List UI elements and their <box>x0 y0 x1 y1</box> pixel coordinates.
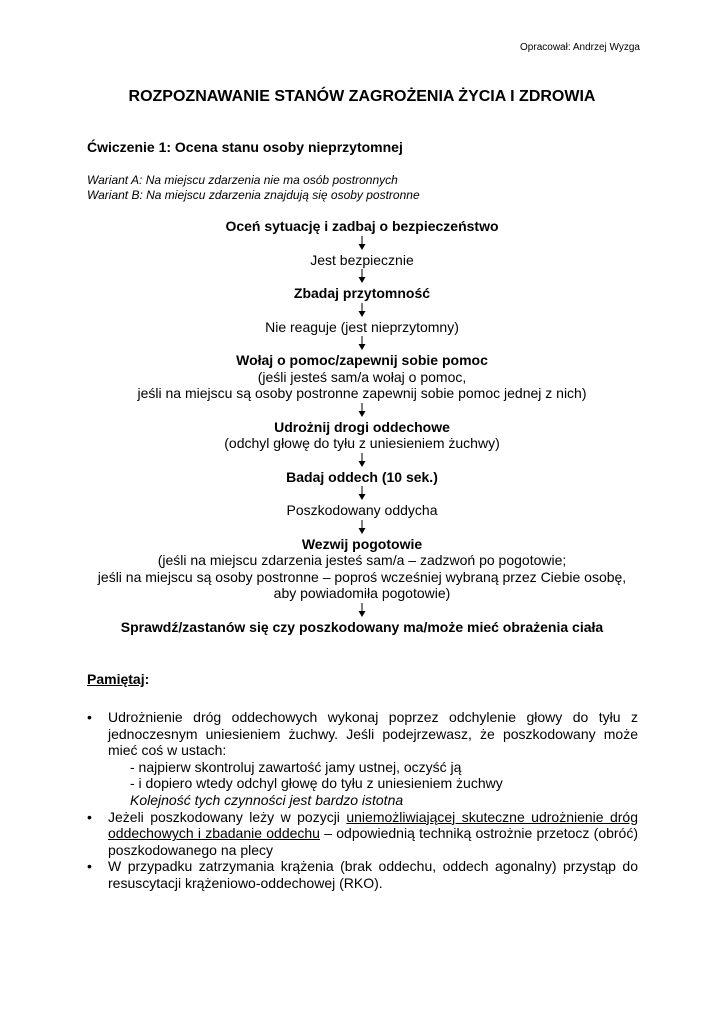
list-subitem: - najpierw skontroluj zawartość jamy ustnej, oczyść ją <box>130 758 462 775</box>
bullet-icon: • <box>87 709 92 725</box>
list-item-text-part: – odpowiednią techniką ostrożnie przetocz (obróć) poszkodowanego na plecy <box>108 825 639 858</box>
list-item <box>87 809 638 859</box>
down-arrow-icon <box>60 452 664 469</box>
down-arrow-icon <box>60 485 664 502</box>
remember-heading-colon: : <box>144 671 150 687</box>
flow-step-safe: Jest bezpiecznie <box>310 251 414 268</box>
down-arrow-icon <box>60 302 664 319</box>
list-item <box>87 858 638 891</box>
down-arrow-icon <box>60 335 664 352</box>
flow-step-open-airway: Udrożnij drogi oddechowe <box>274 418 450 435</box>
down-arrow-icon <box>60 268 664 285</box>
variants <box>87 173 420 203</box>
remember-heading-text: Pamiętaj <box>87 671 145 687</box>
down-arrow-icon <box>60 602 664 619</box>
list-item <box>87 709 638 809</box>
flow-step-call-ambulance: Wezwij pogotowie <box>301 535 423 552</box>
procedure-flowchart <box>60 218 664 635</box>
flow-step-check-consciousness: Zbadaj przytomność <box>293 285 431 301</box>
flow-step-call-for-help-note-2: jeśli na miejscu są osoby postronne zapewnij sobie pomoc jednej z nich) <box>137 385 587 401</box>
list-item-text: W przypadku zatrzymania krążenia (brak oddechu, oddech agonalny) przystąp do resuscytacji krążeniowo-oddechowej (RKO). <box>108 858 638 891</box>
list-item-note: Kolejność tych czynności jest bardzo istotna <box>130 791 404 808</box>
down-arrow-icon <box>60 402 664 419</box>
flow-step-call-for-help-note-1: (jeśli jesteś sam/a wołaj o pomoc, <box>257 368 467 385</box>
down-arrow-icon <box>60 519 664 536</box>
remember-list <box>87 709 638 892</box>
list-item-text <box>108 809 638 859</box>
exercise-title: Ćwiczenie 1: Ocena stanu osoby nieprzytomnej <box>87 139 403 155</box>
variant-a: Wariant A: Na miejscu zdarzenia nie ma osób postronnych <box>87 173 398 187</box>
variant-b: Wariant B: Na miejscu zdarzenia znajdują się osoby postronne <box>87 188 420 202</box>
flow-step-check-breathing: Badaj oddech (10 sek.) <box>286 468 438 485</box>
author-note: Opracował: Andrzej Wyzga <box>520 42 640 53</box>
list-item-text-part: Jeżeli poszkodowany leży w pozycji <box>108 808 347 825</box>
flow-step-breathing: Poszkodowany oddycha <box>286 502 438 518</box>
remember-heading <box>87 671 149 687</box>
flow-step-call-ambulance-note-1: (jeśli na miejscu zdarzenia jesteś sam/a – zadzwoń po pogotowie; <box>157 552 567 568</box>
list-item-underlined-text: uniemożliwiającej skuteczne udrożnienie dróg oddechowych i zbadanie oddechu <box>108 808 639 842</box>
flow-step-check-injuries: Sprawdź/zastanów się czy poszkodowany ma/może mieć obrażenia ciała <box>120 618 604 635</box>
list-item-text: Udrożnienie dróg oddechowych wykonaj poprzez odchylenie głowy do tyłu z jednoczesnym uniesieniem żuchwy. Jeśli podejrzewasz, że poszkodowany może mieć coś w ustach: <box>108 709 638 759</box>
flow-step-call-ambulance-note-2: jeśli na miejscu są osoby postronne – poproś wcześniej wybraną przez Ciebie osobę, <box>97 568 627 585</box>
flow-step-assess-safety: Oceń sytuację i zadbaj o bezpieczeństwo <box>225 218 499 234</box>
bullet-icon: • <box>87 808 92 825</box>
flow-step-no-response: Nie reaguje (jest nieprzytomny) <box>265 318 459 335</box>
down-arrow-icon <box>60 235 664 252</box>
flow-step-call-for-help: Wołaj o pomoc/zapewnij sobie pomoc <box>236 352 488 368</box>
flow-step-open-airway-note: (odchyl głowę do tyłu z uniesieniem żuchwy) <box>224 435 500 451</box>
list-subitem: - i dopiero wtedy odchyl głowę do tyłu z uniesieniem żuchwy <box>130 775 503 792</box>
bullet-icon: • <box>87 858 92 875</box>
page-title: ROZPOZNAWANIE STANÓW ZAGROŻENIA ŻYCIA I ZDROWIA <box>128 88 596 105</box>
flow-step-call-ambulance-note-3: aby powiadomiła pogotowie) <box>273 585 451 601</box>
